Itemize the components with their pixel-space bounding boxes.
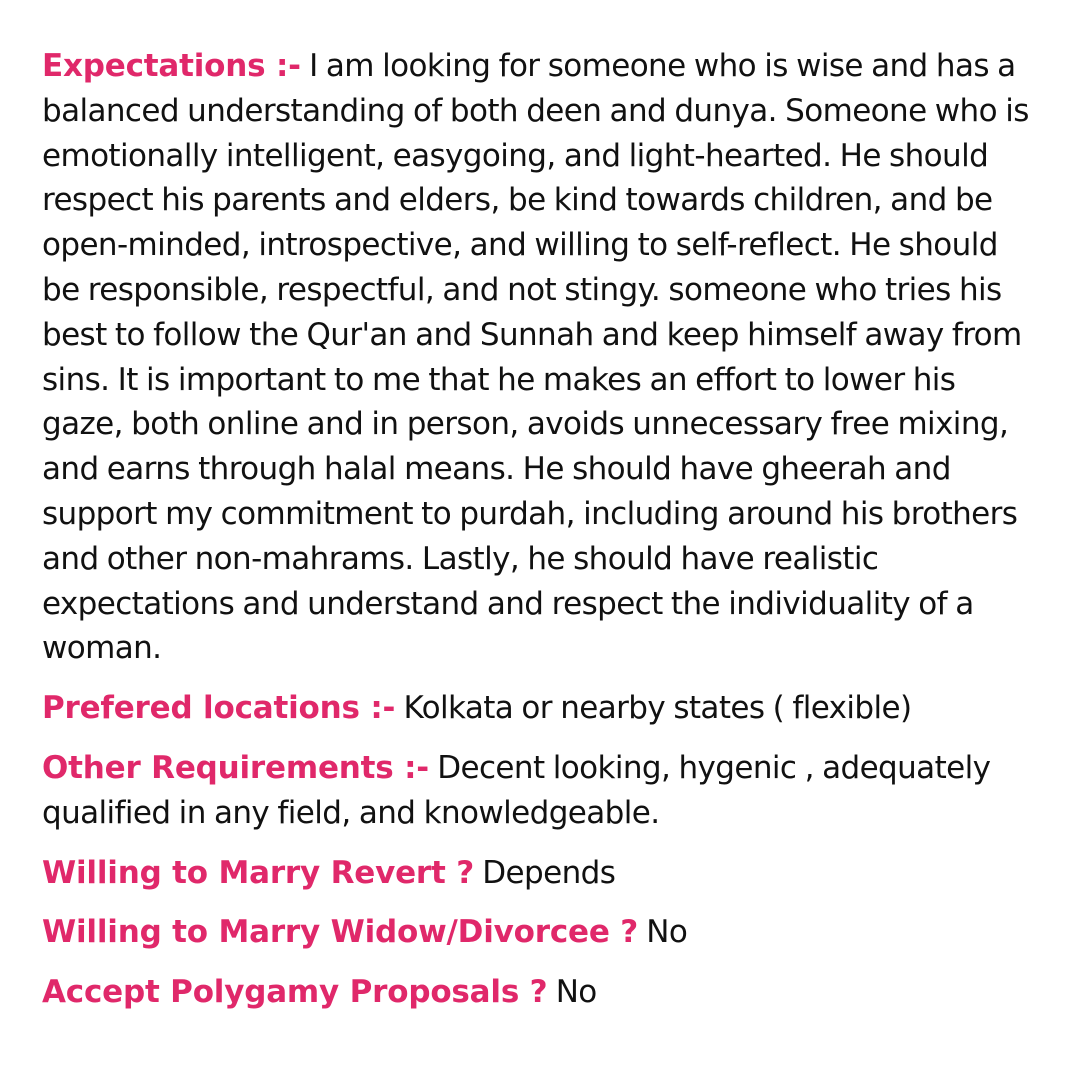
polygamy-field xyxy=(42,970,1042,1015)
other-requirements-label: Other Requirements :- xyxy=(42,749,429,786)
profile-details xyxy=(42,44,1042,1030)
expectations-value: I am looking for someone who is wise and has a balanced understanding of both deen and dunya. Someone who is emotionally intelligent, easygoing, and light-hearted. He should respect his parents and elders, be kind towards children, and be open-minded, introspective, and willing to self-reflect. He should be responsible, respectful, and not stingy. someone who tries his best to follow the Qur'an and Sunnah and keep himself away from sins. It is important to me that he makes an effort to lower his gaze, both online and in person, avoids unnecessary free mixing, and earns through halal means. He should have gheerah and support my commitment to purdah, including around his brothers and other non-mahrams. Lastly, he should have realistic expectations and understand and respect the individuality of a woman. xyxy=(42,48,1029,667)
preferred-locations-label: Prefered locations :- xyxy=(42,690,396,727)
marry-widow-value: No xyxy=(646,914,688,951)
marry-widow-field xyxy=(42,910,1042,955)
preferred-locations-value: Kolkata or nearby states ( flexible) xyxy=(403,690,912,727)
other-requirements-value: Decent looking, hygenic , adequately qualified in any field, and knowledgeable. xyxy=(42,749,991,831)
preferred-locations-field xyxy=(42,686,1042,731)
marry-revert-value: Depends xyxy=(482,854,616,891)
marry-revert-label: Willing to Marry Revert ? xyxy=(42,854,475,891)
expectations-field xyxy=(42,44,1042,671)
polygamy-label: Accept Polygamy Proposals ? xyxy=(42,974,548,1011)
expectations-label: Expectations :- xyxy=(42,48,301,84)
other-requirements-field xyxy=(42,746,1042,836)
marry-widow-label: Willing to Marry Widow/Divorcee ? xyxy=(42,914,639,951)
marry-revert-field xyxy=(42,851,1042,896)
polygamy-value: No xyxy=(555,974,597,1011)
